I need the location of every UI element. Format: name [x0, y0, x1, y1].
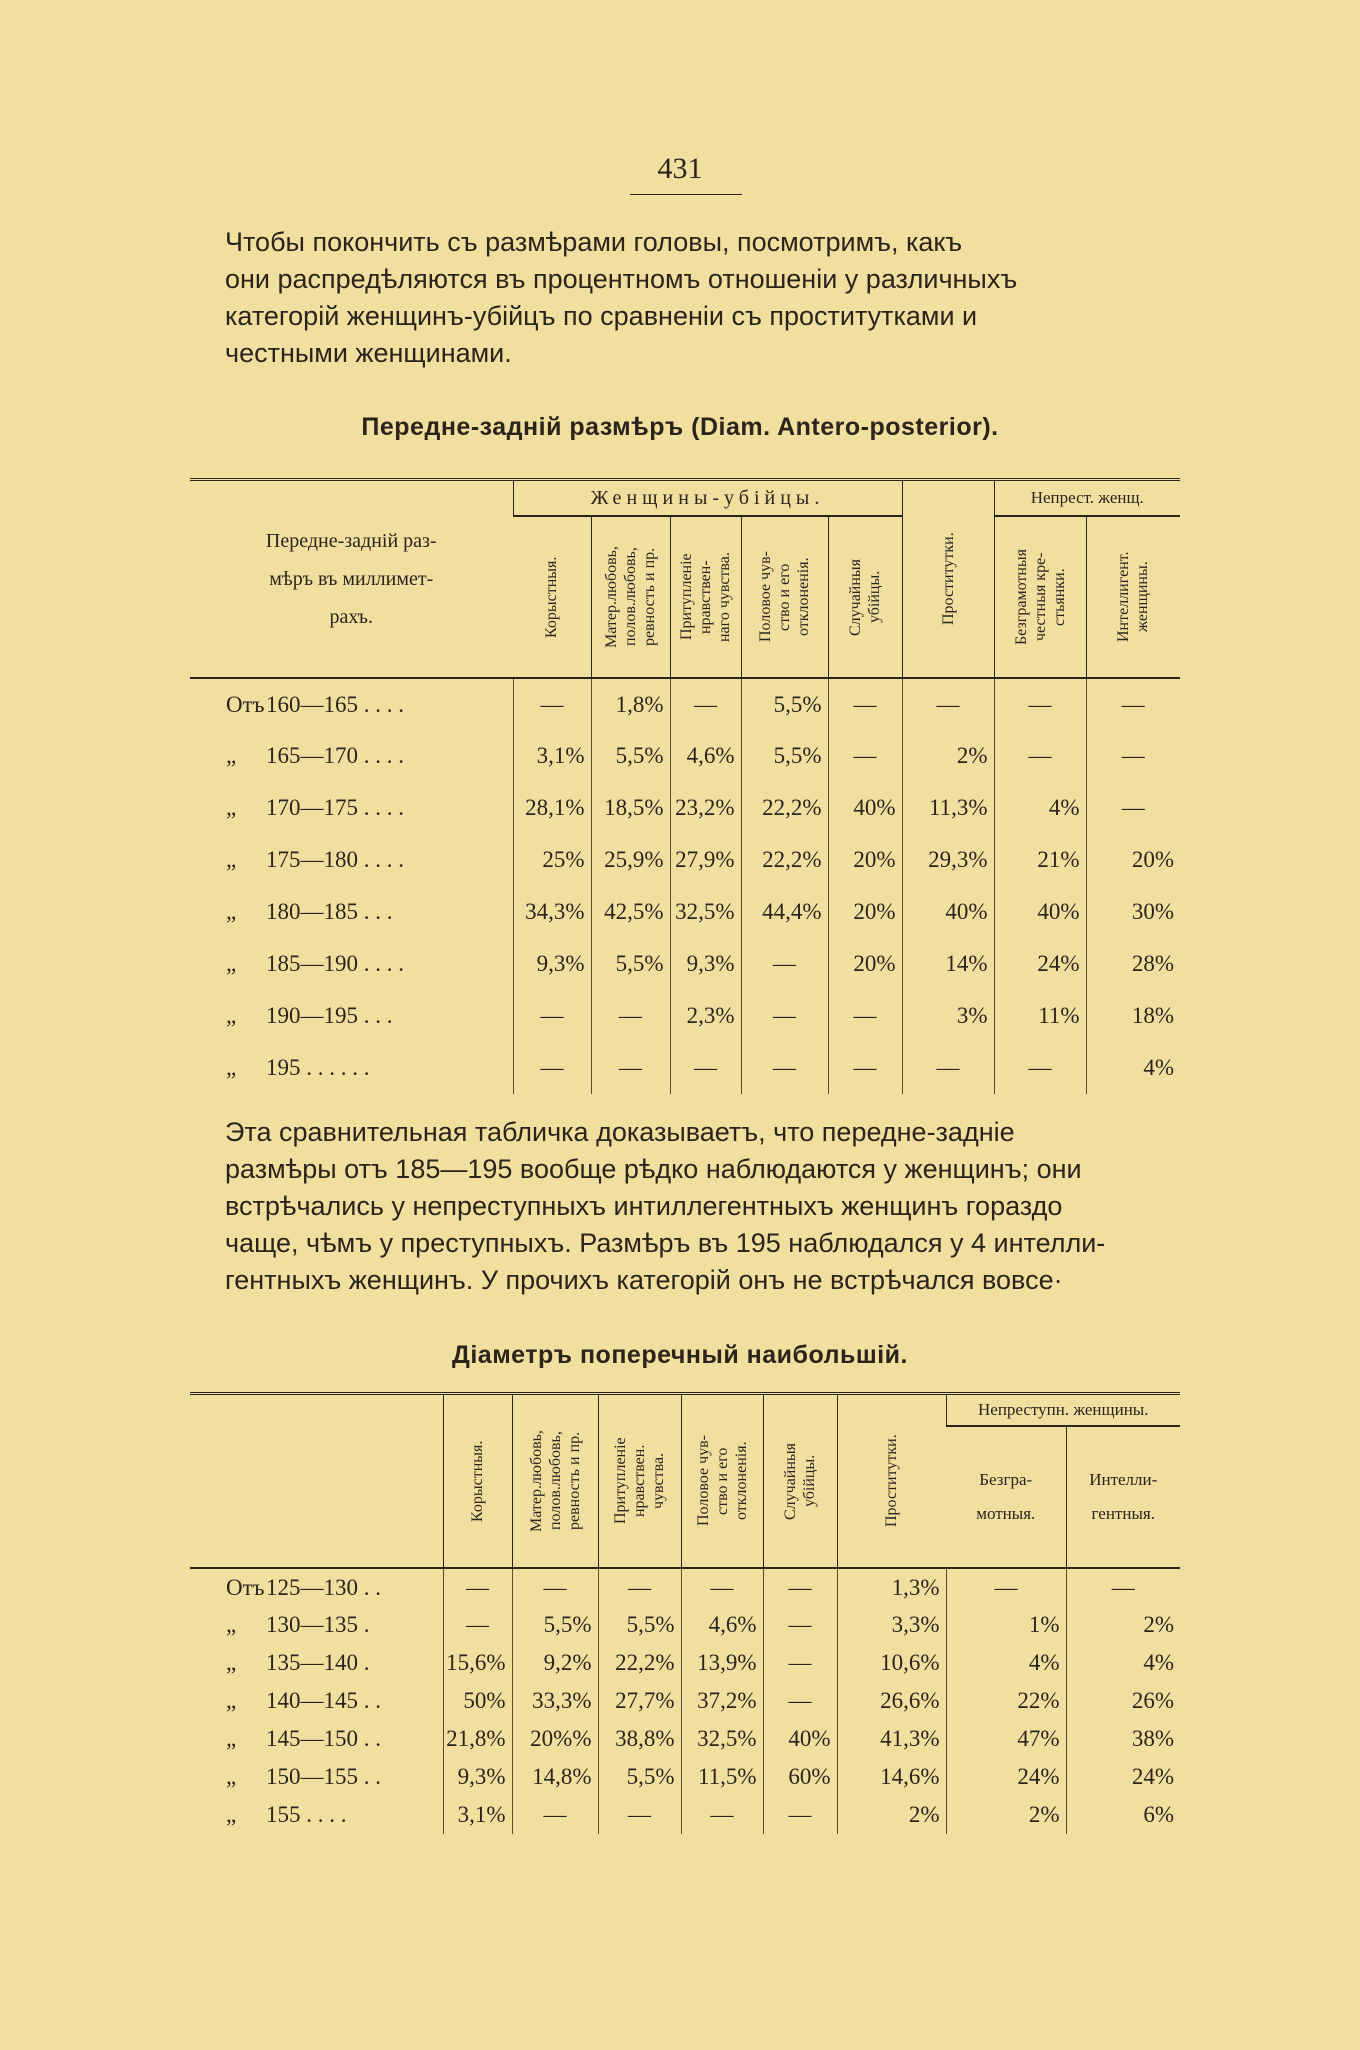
- table-cell: 21%: [994, 834, 1086, 886]
- table2-col-header: Корыстныя.: [443, 1394, 512, 1569]
- table-cell: 5,5%: [741, 730, 828, 782]
- table-cell: 20%%: [512, 1720, 598, 1758]
- row-prefix: „: [226, 1650, 237, 1675]
- table-cell: —: [443, 1606, 512, 1644]
- table-cell: 28%: [1086, 938, 1180, 990]
- table2-col-header: Интелли- гентныя.: [1066, 1426, 1180, 1568]
- row-label: [190, 1644, 443, 1682]
- table-cell: 3,1%: [443, 1796, 512, 1834]
- table1-col-header: Корыстныя.: [543, 556, 561, 638]
- table-cell: —: [828, 990, 902, 1042]
- row-prefix: „: [226, 951, 237, 976]
- row-range: 160—165: [266, 691, 358, 717]
- table-cell: 32,5%: [681, 1720, 763, 1758]
- table-cell: 29,3%: [902, 834, 994, 886]
- table-cell: 21,8%: [443, 1720, 512, 1758]
- table-cell: —: [591, 1042, 670, 1094]
- table-cell: 22,2%: [741, 782, 828, 834]
- intro-paragraph: [225, 224, 1185, 372]
- table-cell: —: [681, 1568, 763, 1606]
- row-dots: . . . .: [358, 691, 404, 717]
- table-cell: 11,5%: [681, 1758, 763, 1796]
- table-cell: —: [902, 678, 994, 730]
- row-range: 155: [266, 1802, 301, 1827]
- table-cell: 4,6%: [670, 730, 741, 782]
- table-cell: 25%: [513, 834, 591, 886]
- table1-group-murderers: Женщины-убійцы.: [513, 480, 902, 517]
- table-cell: —: [763, 1796, 837, 1834]
- table-cell: 14,6%: [837, 1758, 946, 1796]
- table2-row-header: [190, 1394, 443, 1569]
- table-cell: 47%: [946, 1720, 1066, 1758]
- table-cell: 27,7%: [598, 1682, 681, 1720]
- table-row: [190, 782, 1180, 834]
- middle-line: размѣры отъ 185—195 вообще рѣдко наблюдаются у женщинъ; они: [225, 1154, 1082, 1184]
- row-range: 135—140: [266, 1650, 358, 1675]
- row-range: 195: [266, 1055, 301, 1080]
- table-cell: —: [763, 1644, 837, 1682]
- table-row: [190, 1606, 1180, 1644]
- table-cell: 26%: [1066, 1682, 1180, 1720]
- table-cell: 2%: [902, 730, 994, 782]
- table-row: [190, 834, 1180, 886]
- table-cell: 30%: [1086, 886, 1180, 938]
- table-row: [190, 730, 1180, 782]
- page-number-rule: [630, 194, 742, 195]
- table-row: [190, 1644, 1180, 1682]
- table-cell: 20%: [828, 938, 902, 990]
- table-cell: —: [598, 1568, 681, 1606]
- table-row: [190, 1796, 1180, 1834]
- table-cell: —: [512, 1796, 598, 1834]
- table-cell: 41,3%: [837, 1720, 946, 1758]
- table-cell: 2,3%: [670, 990, 741, 1042]
- table1-col-header: Интеллигент. женщины.: [1086, 516, 1180, 678]
- row-label: [190, 1606, 443, 1644]
- intro-line: категорій женщинъ-убійцъ по сравненіи съ проститутками и: [225, 301, 978, 331]
- row-label: [190, 1758, 443, 1796]
- table-cell: 14,8%: [512, 1758, 598, 1796]
- table-cell: —: [591, 990, 670, 1042]
- row-label: [190, 730, 513, 782]
- row-prefix: „: [226, 1726, 237, 1751]
- table-cell: —: [670, 678, 741, 730]
- row-prefix: „: [226, 1055, 237, 1080]
- table-cell: 32,5%: [670, 886, 741, 938]
- table-cell: —: [741, 938, 828, 990]
- table-cell: 9,2%: [512, 1644, 598, 1682]
- row-dots: . .: [358, 1726, 381, 1751]
- table-cell: —: [670, 1042, 741, 1094]
- row-prefix: „: [226, 795, 237, 820]
- row-dots: . . . .: [358, 743, 404, 768]
- table-cell: —: [1066, 1568, 1180, 1606]
- table2-col-header: Случайныя убійцы.: [763, 1394, 837, 1569]
- table1-col-header: Половое чув- ство и его отклоненія.: [741, 516, 828, 678]
- row-prefix: „: [226, 899, 237, 924]
- middle-line: чаще, чѣмъ у преступныхъ. Размѣръ въ 195 наблюдался у 4 интелли-: [225, 1228, 1106, 1258]
- table-cell: —: [513, 990, 591, 1042]
- row-prefix: „: [226, 1612, 237, 1637]
- table-cell: 18,5%: [591, 782, 670, 834]
- row-label: [190, 1796, 443, 1834]
- table-row: [190, 678, 1180, 730]
- row-dots: . . . . . .: [300, 1055, 370, 1080]
- table2-col-header: Проститутки.: [837, 1394, 946, 1569]
- row-range: 170—175: [266, 795, 358, 820]
- row-label: [190, 886, 513, 938]
- table-cell: 33,3%: [512, 1682, 598, 1720]
- page-number: 431: [657, 152, 703, 185]
- row-dots: . .: [358, 1574, 381, 1600]
- table1-col-header: Притупленіе нравствен- наго чувства.: [670, 516, 741, 678]
- row-prefix: Отъ: [226, 691, 265, 717]
- row-prefix: „: [226, 1802, 237, 1827]
- table-cell: 24%: [994, 938, 1086, 990]
- table-row: [190, 938, 1180, 990]
- table-cell: 20%: [828, 834, 902, 886]
- table-cell: —: [443, 1568, 512, 1606]
- table1: [190, 478, 1180, 1094]
- row-prefix: „: [226, 743, 237, 768]
- table-cell: 26,6%: [837, 1682, 946, 1720]
- table-cell: —: [902, 1042, 994, 1094]
- table-cell: 14%: [902, 938, 994, 990]
- table-cell: —: [994, 678, 1086, 730]
- intro-line: честными женщинами.: [225, 338, 512, 368]
- table-cell: —: [763, 1682, 837, 1720]
- table-cell: —: [994, 1042, 1086, 1094]
- row-range: 140—145: [266, 1688, 358, 1713]
- table-cell: 40%: [902, 886, 994, 938]
- row-dots: . . . .: [358, 795, 404, 820]
- table-cell: —: [828, 678, 902, 730]
- row-prefix: „: [226, 1003, 237, 1028]
- table2-col-header: Безгра- мотныя.: [976, 1470, 1036, 1523]
- table-cell: 22,2%: [741, 834, 828, 886]
- table-cell: 40%: [763, 1720, 837, 1758]
- table-cell: 13,9%: [681, 1644, 763, 1682]
- table-cell: 1,3%: [837, 1568, 946, 1606]
- table2-col-header: Притупленіе нравствен. чувства.: [598, 1394, 681, 1569]
- table-cell: —: [828, 1042, 902, 1094]
- table2-col-header: Половое чув- ство и его отклоненія.: [681, 1394, 763, 1569]
- table-cell: 9,3%: [670, 938, 741, 990]
- row-prefix: „: [226, 1688, 237, 1713]
- table-cell: 25,9%: [591, 834, 670, 886]
- intro-line: Чтобы покончить съ размѣрами головы, посмотримъ, какъ: [225, 227, 963, 257]
- table-row: [190, 1042, 1180, 1094]
- table-cell: 34,3%: [513, 886, 591, 938]
- row-range: 175—180: [266, 847, 358, 872]
- table-row: [190, 1568, 1180, 1606]
- row-label: [190, 1682, 443, 1720]
- intro-line: они распредѣляются въ процентномъ отношеніи у различныхъ: [225, 264, 1018, 294]
- row-dots: . . . .: [358, 951, 404, 976]
- table-cell: —: [681, 1796, 763, 1834]
- table-cell: —: [598, 1796, 681, 1834]
- row-label: [190, 834, 513, 886]
- table1-col-header: Проститутки.: [902, 480, 994, 679]
- table-cell: —: [1086, 730, 1180, 782]
- table-cell: 22%: [946, 1682, 1066, 1720]
- row-label: [190, 1568, 443, 1606]
- row-range: 180—185: [266, 899, 358, 924]
- table-cell: 5,5%: [598, 1758, 681, 1796]
- table-cell: 10,6%: [837, 1644, 946, 1682]
- table-cell: 50%: [443, 1682, 512, 1720]
- table2-col-header: Матер.любовь, полов.любовь, ревность и пр.: [512, 1394, 598, 1569]
- table-cell: 18%: [1086, 990, 1180, 1042]
- table-cell: 2%: [1066, 1606, 1180, 1644]
- table-cell: 3,3%: [837, 1606, 946, 1644]
- table-row: [190, 886, 1180, 938]
- table2-title: Діаметръ поперечный наибольшій.: [452, 1341, 908, 1369]
- row-label: [190, 678, 513, 730]
- table-cell: 3,1%: [513, 730, 591, 782]
- table-cell: 42,5%: [591, 886, 670, 938]
- table-cell: 20%: [1086, 834, 1180, 886]
- table-cell: 44,4%: [741, 886, 828, 938]
- table-cell: —: [1086, 678, 1180, 730]
- table-cell: 9,3%: [513, 938, 591, 990]
- middle-line: гентныхъ женщинъ. У прочихъ категорій онъ не встрѣчался вовсе·: [225, 1265, 1063, 1295]
- row-dots: .: [358, 1612, 370, 1637]
- table-cell: 1,8%: [591, 678, 670, 730]
- table-cell: 40%: [828, 782, 902, 834]
- table-cell: 24%: [1066, 1758, 1180, 1796]
- row-prefix: „: [226, 847, 237, 872]
- row-label: [190, 1042, 513, 1094]
- table-cell: —: [513, 1042, 591, 1094]
- row-range: 150—155: [266, 1764, 358, 1789]
- table-cell: 2%: [946, 1796, 1066, 1834]
- row-prefix: „: [226, 1764, 237, 1789]
- table-cell: —: [994, 730, 1086, 782]
- table1-title: Передне-задній размѣръ (Diam. Antero-posterior).: [361, 413, 999, 441]
- table-cell: 15,6%: [443, 1644, 512, 1682]
- table-cell: 37,2%: [681, 1682, 763, 1720]
- row-label: [190, 1720, 443, 1758]
- table-cell: 5,5%: [512, 1606, 598, 1644]
- row-range: 165—170: [266, 743, 358, 768]
- table-cell: 60%: [763, 1758, 837, 1796]
- table-cell: 4%: [1086, 1042, 1180, 1094]
- table-cell: 40%: [994, 886, 1086, 938]
- table-cell: 23,2%: [670, 782, 741, 834]
- table-cell: 3%: [902, 990, 994, 1042]
- table-cell: 38%: [1066, 1720, 1180, 1758]
- table-cell: 6%: [1066, 1796, 1180, 1834]
- table-row: [190, 1720, 1180, 1758]
- row-dots: .: [358, 1650, 370, 1675]
- row-dots: . . . .: [358, 847, 404, 872]
- table-cell: 1%: [946, 1606, 1066, 1644]
- table-cell: —: [513, 678, 591, 730]
- table-cell: 27,9%: [670, 834, 741, 886]
- table1-group-honest: Непрест. женщ.: [994, 480, 1180, 517]
- row-label: [190, 990, 513, 1042]
- table-cell: 5,5%: [741, 678, 828, 730]
- table-cell: —: [741, 1042, 828, 1094]
- table-cell: —: [828, 730, 902, 782]
- table-cell: —: [946, 1568, 1066, 1606]
- table1-col-header: Матер.любовь, полов.любовь, ревность и пр.: [591, 516, 670, 678]
- table-cell: 5,5%: [591, 938, 670, 990]
- row-range: 185—190: [266, 951, 358, 976]
- table-row: [190, 1758, 1180, 1796]
- table-cell: 4,6%: [681, 1606, 763, 1644]
- table-cell: 11%: [994, 990, 1086, 1042]
- table-cell: 5,5%: [598, 1606, 681, 1644]
- middle-paragraph: [225, 1114, 1185, 1299]
- table1-row-header: Передне-задній раз- мѣръ въ миллимет- рахъ.: [265, 530, 437, 628]
- table-cell: —: [512, 1568, 598, 1606]
- row-dots: . . . .: [300, 1802, 347, 1827]
- table-cell: 24%: [946, 1758, 1066, 1796]
- table-cell: 5,5%: [591, 730, 670, 782]
- table-cell: —: [741, 990, 828, 1042]
- row-dots: . . .: [358, 1003, 393, 1028]
- row-dots: . . .: [358, 899, 393, 924]
- row-range: 130—135: [266, 1612, 358, 1637]
- table1-col-header: Случайныя убійцы.: [828, 516, 902, 678]
- row-prefix: Отъ: [226, 1574, 265, 1600]
- table-cell: —: [763, 1568, 837, 1606]
- row-range: 145—150: [266, 1726, 358, 1751]
- row-dots: . .: [358, 1688, 381, 1713]
- row-label: [190, 938, 513, 990]
- table-cell: 11,3%: [902, 782, 994, 834]
- table-cell: 9,3%: [443, 1758, 512, 1796]
- table1-col-header: Безграмотныя честныя кре- стьянки.: [994, 516, 1086, 678]
- row-range: 125—130: [266, 1574, 358, 1600]
- table-row: [190, 1682, 1180, 1720]
- table-row: [190, 990, 1180, 1042]
- table2: [190, 1392, 1180, 1834]
- table-cell: 4%: [946, 1644, 1066, 1682]
- table-cell: —: [1086, 782, 1180, 834]
- middle-line: Эта сравнительная табличка доказываетъ, что передне-задніе: [225, 1117, 1015, 1147]
- table-cell: 4%: [1066, 1644, 1180, 1682]
- table-cell: 38,8%: [598, 1720, 681, 1758]
- table-cell: 28,1%: [513, 782, 591, 834]
- row-range: 190—195: [266, 1003, 358, 1028]
- table-cell: 22,2%: [598, 1644, 681, 1682]
- table2-group-honest: Непреступн. женщины.: [946, 1394, 1180, 1427]
- table-cell: 20%: [828, 886, 902, 938]
- table-cell: —: [763, 1606, 837, 1644]
- middle-line: встрѣчались у непреступныхъ интиллегентныхъ женщинъ гораздо: [225, 1191, 1063, 1221]
- table-cell: 2%: [837, 1796, 946, 1834]
- row-dots: . .: [358, 1764, 381, 1789]
- row-label: [190, 782, 513, 834]
- table-cell: 4%: [994, 782, 1086, 834]
